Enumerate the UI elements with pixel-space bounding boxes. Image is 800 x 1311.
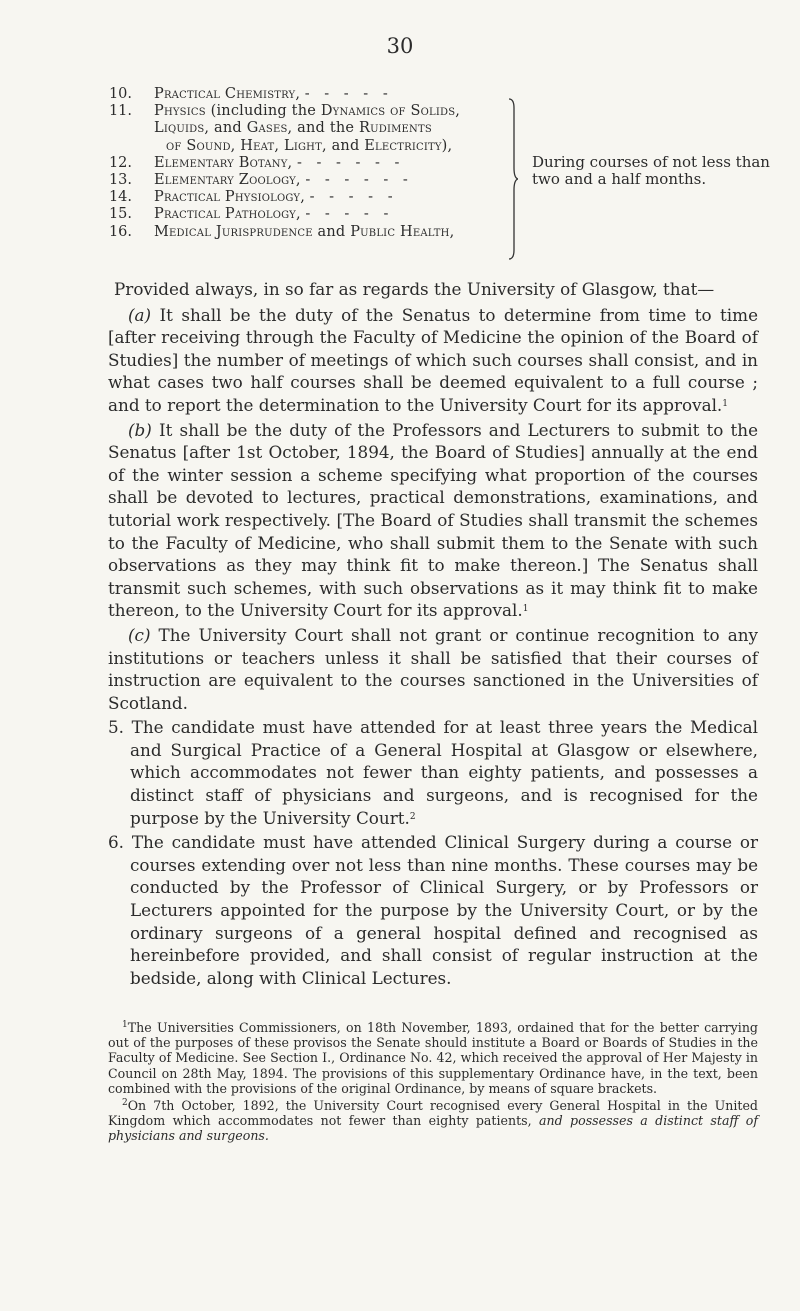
footnote-ref: 2 — [409, 811, 416, 822]
duration-note: During courses of not less than two and a half months. — [532, 153, 770, 188]
subject-title-line: Physics (including the Dynamics of Solids, — [154, 103, 461, 120]
subject-title: Practical Physiology, — [154, 189, 306, 206]
subject-title-line: of Sound, Heat, Light, and Electricity), — [166, 137, 453, 154]
footnotes — [108, 1020, 758, 1146]
clause-b: (b) It shall be the duty of the Professors and Lecturers to submit to the Senatus [after 1st October, 1894, the Board of Studies] annually at the end of the winter session a scheme specifying what proportion of the courses shall be devoted to lectures, practical demonstrations, examinations, and tutorial work respectively. [The Board of Studies shall transmit the schemes to the Faculty of Medicine, who shall submit them to the Senate with such observations as they may think fit to make thereon.] The Senatus shall transmit such schemes, with such observations as it may think fit to make thereon, to the University Court for its approval.$^1$ — [108, 419, 758, 621]
curly-brace-icon — [508, 98, 518, 260]
subject-item — [108, 224, 508, 241]
subject-number: 11. — [108, 103, 132, 120]
subject-number: 12. — [108, 154, 132, 171]
subject-number: 16. — [108, 223, 132, 240]
footnote-ref: 1 — [722, 398, 729, 409]
dot-leader: - - - - - - — [305, 172, 413, 189]
subject-title: Elementary Botany, — [154, 154, 293, 171]
proviso-intro: Provided always, in so far as regards the University of Glasgow, that— — [114, 279, 715, 299]
subject-number: 14. — [108, 189, 132, 206]
subject-title: Practical Chemistry, — [154, 86, 301, 102]
subject-item — [108, 155, 508, 172]
footnote-2: $^2$On 7th October, 1892, the University Court recognised every General Hospital in the United Kingdom which accommodates not fewer than eighty patients, and possesses a distinct staff of physicians and surgeons. — [108, 1098, 759, 1144]
subject-title: Practical Pathology, — [154, 206, 301, 223]
subject-item — [108, 172, 508, 189]
main-text — [108, 278, 758, 989]
subject-item — [108, 86, 508, 103]
subject-item — [108, 189, 508, 206]
subject-number: 13. — [108, 172, 132, 189]
subject-item — [108, 103, 508, 155]
subject-title-line: Liquids, and Gases, and the Rudiments — [154, 120, 432, 137]
dot-leader: - - - - - — [304, 86, 393, 102]
subject-title: Medical Jurisprudence and Public Health, — [154, 223, 455, 240]
subject-title: Elementary Zoology, — [154, 172, 301, 189]
subject-number: 10. — [108, 86, 132, 102]
dot-leader: - - - - - - — [296, 154, 405, 171]
footnote-ref: 1 — [522, 604, 529, 615]
page-number: 30 — [386, 34, 414, 58]
dot-leader: - - - - - — [305, 206, 394, 223]
subject-item — [108, 206, 508, 223]
subject-list — [108, 86, 508, 241]
clause-c: (c) The University Court shall not grant or continue recognition to any institutions or teachers unless it shall be satisfied that their courses of instruction are equivalent to the courses sanctioned in the Universities of Scotland. — [108, 624, 758, 713]
dot-leader: - - - - - — [309, 189, 398, 206]
paragraph-5: 5. The candidate must have attended for at least three years the Medical and Surgical Practice of a General Hospital at Glasgow or elsewhere, which accommodates not fewer than eighty patients, and possesses a distinct staff of physicians and surgeons, and is recognised for the purpose by the University Court.$^2$ — [108, 717, 758, 828]
clause-a: (a) It shall be the duty of the Senatus to determine from time to time [after receiving through the Faculty of Medicine the opinion of the Board of Studies] the number of meetings of which such courses shall consist, and in what cases two half courses shall be deemed equivalent to a full course ; and to report the determination to the University Court for its approval.$^1$ — [108, 304, 758, 415]
paragraph-6: 6. The candidate must have attended Clinical Surgery during a course or courses extending over not less than nine months. These courses may be conducted by the Professor of Clinical Surgery, or by Professors or Lecturers appointed for the purpose by the University Court, or by the ordinary surgeons of a general hospital defined and recognised as hereinbefore provided, and shall consist of regular instruction at the bedside, along with Clinical Lectures. — [108, 832, 758, 988]
footnote-1: $^1$The Universities Commissioners, on 18th November, 1893, ordained that for the better carrying out of the purposes of these provisos the Senate should institute a Board or Boards of Studies in the Faculty of Medicine. See Section I., Ordinance No. 42, which received the approval of Her Majesty in Council on 28th May, 1894. The provisions of this supplementary Ordinance have, in the text, been combined with the provisions of the original Ordinance, by means of square brackets. — [108, 1020, 758, 1096]
subject-number: 15. — [108, 206, 132, 223]
